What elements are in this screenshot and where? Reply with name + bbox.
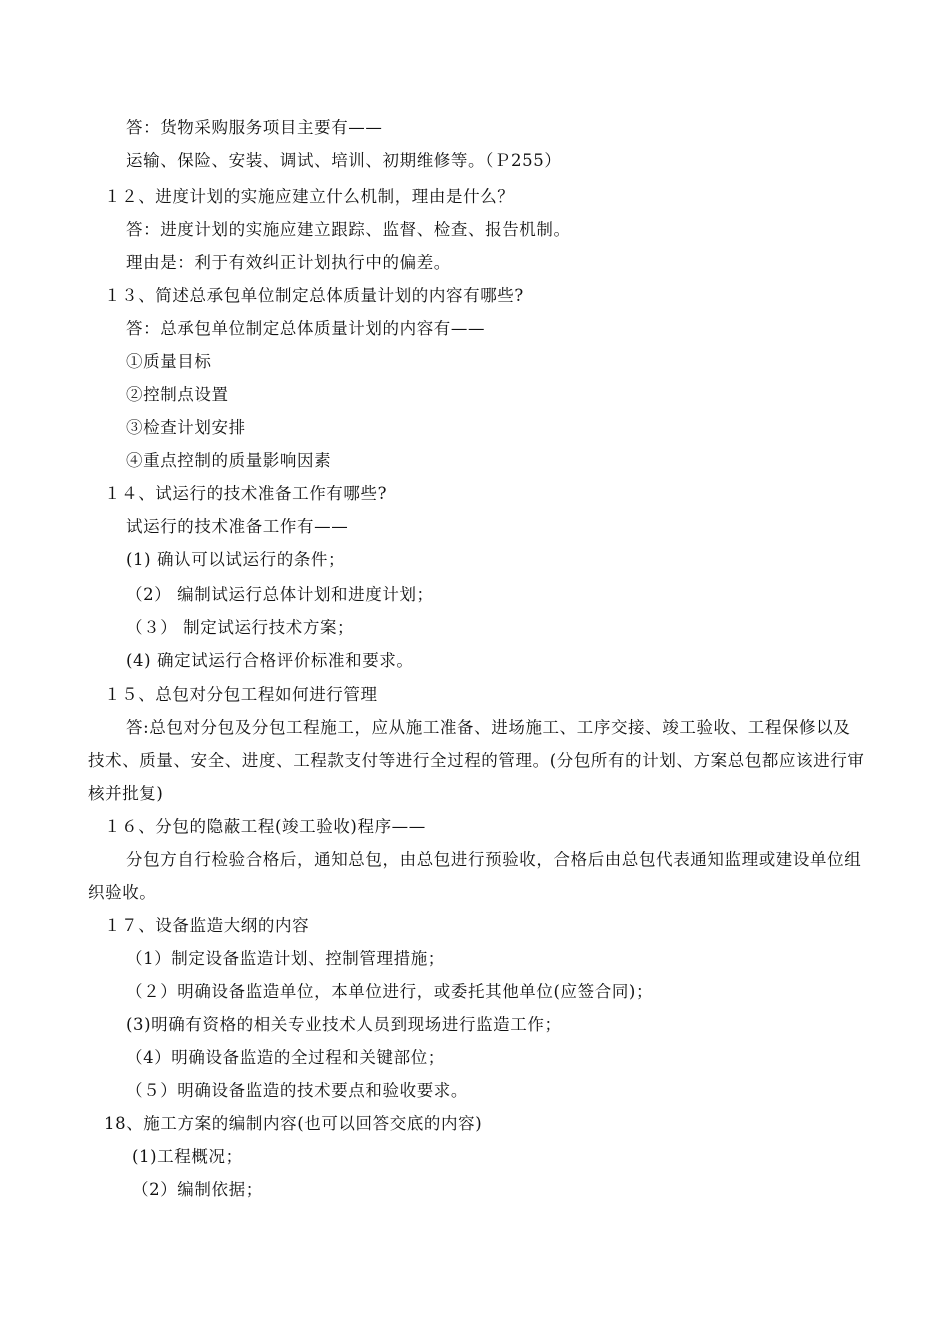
- question-14: １４、试运行的技术准备工作有哪些?: [104, 484, 388, 503]
- question-15: １５、总包对分包工程如何进行管理: [104, 685, 378, 704]
- answer-14-item-4: (4) 确定试运行合格评价标准和要求。: [126, 651, 414, 670]
- question-13: １３、简述总承包单位制定总体质量计划的内容有哪些?: [104, 286, 524, 305]
- question-16: １６、分包的隐蔽工程(竣工验收)程序——: [104, 817, 426, 836]
- answer-18-item-1: (1)工程概况；: [132, 1147, 243, 1166]
- answer-14-item-2: （2） 编制试运行总体计划和进度计划；: [126, 585, 434, 604]
- answer-17-item-2: （２）明确设备监造单位，本单位进行，或委托其他单位(应签合同)；: [126, 982, 654, 1001]
- question-17: １７、设备监造大纲的内容: [104, 916, 310, 935]
- answer-17-item-1: （1）制定设备监造计划、控制管理措施；: [126, 949, 445, 968]
- answer-18-item-2: （2）编制依据；: [132, 1180, 263, 1199]
- question-18: 18、施工方案的编制内容(也可以回答交底的内容): [104, 1114, 483, 1133]
- answer-13-item-3: ③检查计划安排: [126, 418, 246, 437]
- answer-14-intro: 试运行的技术准备工作有——: [126, 517, 349, 536]
- answer-14-item-1: (1) 确认可以试运行的条件；: [126, 550, 346, 569]
- answer-15: 答:总包对分包及分包工程施工，应从施工准备、进场施工、工序交接、竣工验收、工程保修以及技术、质量、安全、进度、工程款支付等进行全过程的管理。(分包所有的计划、方案总包都应该进行审核并批复): [88, 718, 865, 803]
- answer-17-item-5: （５）明确设备监造的技术要点和验收要求。: [126, 1081, 468, 1100]
- answer-13-item-1: ①质量目标: [126, 352, 212, 371]
- question-12: １２、进度计划的实施应建立什么机制，理由是什么？: [104, 187, 515, 206]
- answer-13-intro: 答：总承包单位制定总体质量计划的内容有——: [126, 319, 486, 338]
- answer-12: 答：进度计划的实施应建立跟踪、监督、检查、报告机制。: [126, 220, 571, 239]
- answer-13-item-2: ②控制点设置: [126, 385, 229, 404]
- answer-16: 分包方自行检验合格后，通知总包，由总包进行预验收，合格后由总包代表通知监理或建设单位组织验收。: [88, 850, 862, 902]
- answer-14-item-3: （３） 制定试运行技术方案；: [126, 618, 355, 637]
- answer-17-item-3: (3)明确有资格的相关专业技术人员到现场进行监造工作；: [126, 1015, 562, 1034]
- answer-17-item-4: （4）明确设备监造的全过程和关键部位；: [126, 1048, 445, 1067]
- answer-11-intro: 答：货物采购服务项目主要有——: [126, 118, 383, 137]
- answer-11-items: 运输、保险、安装、调试、培训、初期维修等。（Ｐ255）: [126, 151, 562, 170]
- answer-12-reason: 理由是：利于有效纠正计划执行中的偏差。: [126, 253, 451, 272]
- answer-13-item-4: ④重点控制的质量影响因素: [126, 451, 332, 470]
